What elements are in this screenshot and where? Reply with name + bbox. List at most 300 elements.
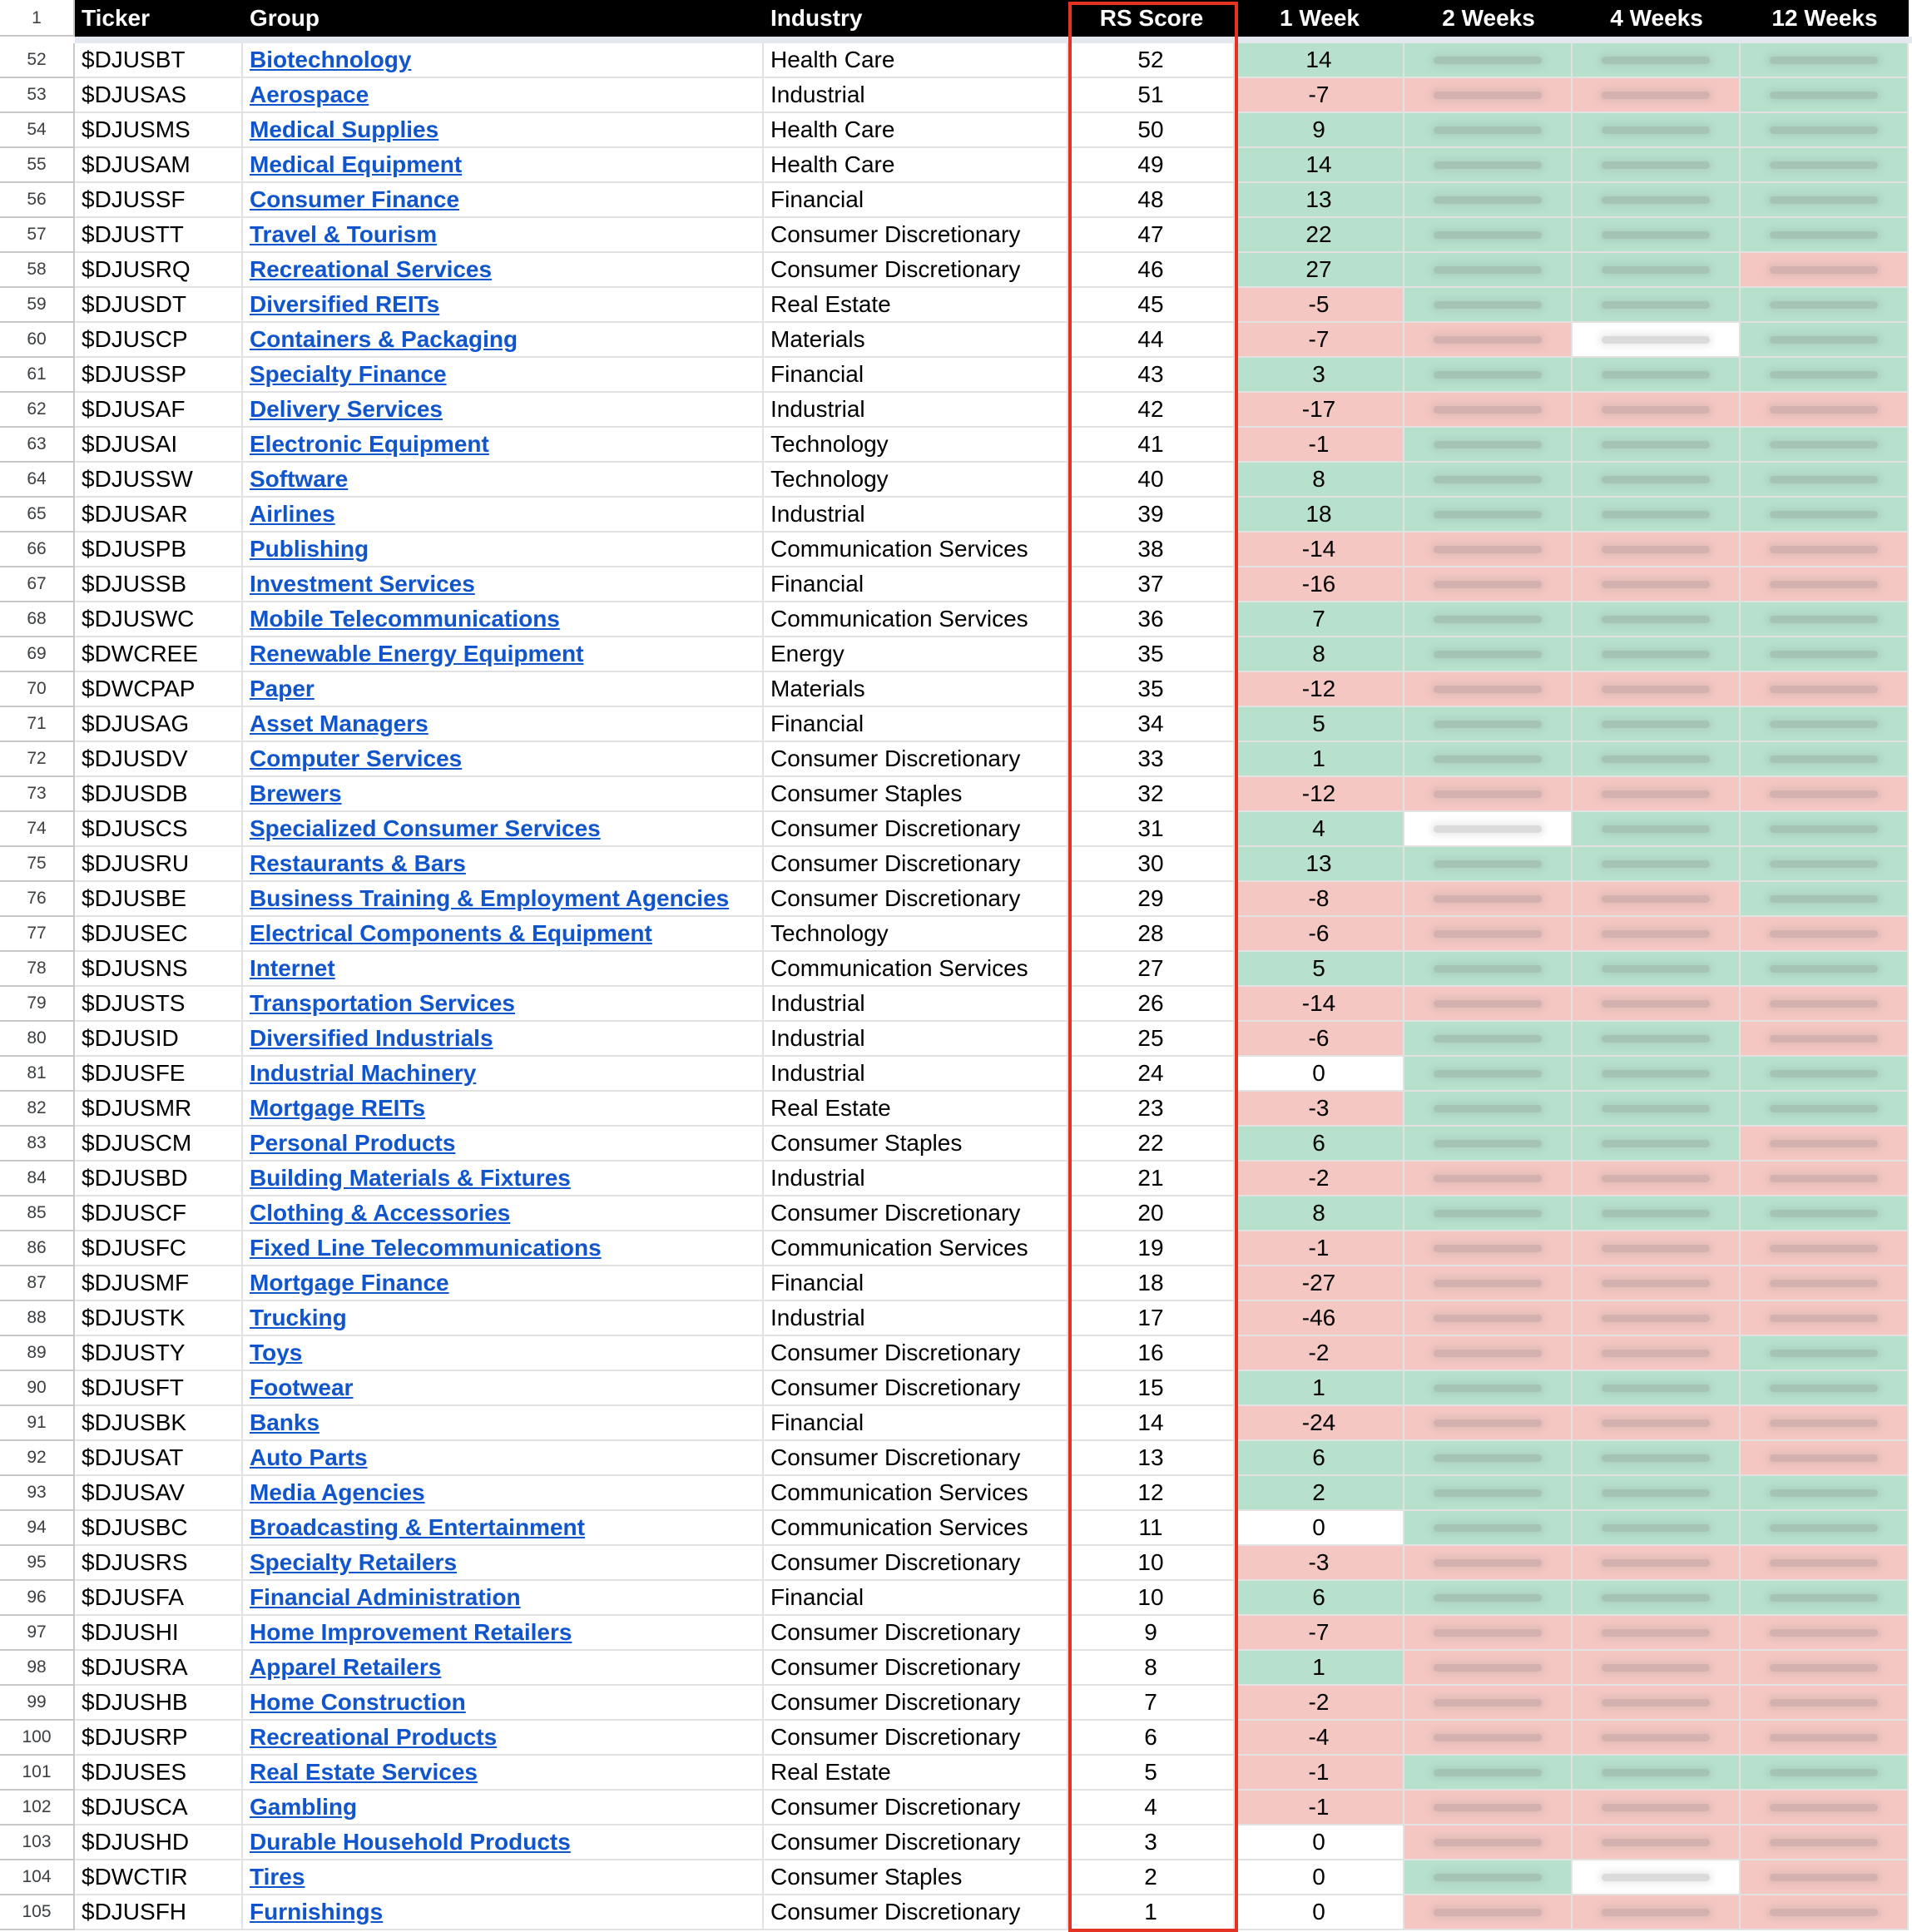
row-number[interactable]: 80 [0, 1022, 75, 1057]
group-link[interactable]: Diversified Industrials [250, 1025, 493, 1051]
rs-score-cell[interactable]: 10 [1068, 1546, 1235, 1581]
row-number[interactable]: 89 [0, 1336, 75, 1371]
group-cell[interactable] [243, 1476, 764, 1511]
twelve-weeks-change-cell[interactable] [1741, 78, 1909, 113]
ticker-cell[interactable]: $DJUSRS [75, 1546, 243, 1581]
row-number[interactable]: 66 [0, 533, 75, 567]
row-number[interactable]: 69 [0, 637, 75, 672]
one-week-change-cell[interactable]: -3 [1235, 1092, 1404, 1127]
one-week-change-cell[interactable]: -2 [1235, 1686, 1404, 1721]
group-link[interactable]: Recreational Products [250, 1724, 498, 1750]
row-number[interactable]: 60 [0, 323, 75, 358]
rs-score-cell[interactable]: 49 [1068, 148, 1235, 183]
group-cell[interactable] [243, 707, 764, 742]
group-cell[interactable] [243, 742, 764, 777]
group-cell[interactable] [243, 148, 764, 183]
group-link[interactable]: Computer Services [250, 746, 463, 771]
industry-cell[interactable]: Materials [764, 672, 1068, 707]
two-weeks-change-cell[interactable] [1404, 812, 1573, 847]
ticker-cell[interactable]: $DWCREE [75, 637, 243, 672]
twelve-weeks-change-cell[interactable] [1741, 567, 1909, 602]
row-number[interactable]: 92 [0, 1441, 75, 1476]
two-weeks-change-cell[interactable] [1404, 463, 1573, 498]
row-number[interactable]: 77 [0, 917, 75, 952]
four-weeks-change-cell[interactable] [1573, 1406, 1741, 1441]
one-week-change-cell[interactable]: -5 [1235, 288, 1404, 323]
row-number[interactable]: 53 [0, 78, 75, 113]
ticker-cell[interactable]: $DJUSMS [75, 113, 243, 148]
group-cell[interactable] [243, 1057, 764, 1092]
four-weeks-change-cell[interactable] [1573, 637, 1741, 672]
group-link[interactable]: Home Improvement Retailers [250, 1619, 572, 1645]
industry-cell[interactable]: Communication Services [764, 602, 1068, 637]
one-week-change-cell[interactable]: 14 [1235, 148, 1404, 183]
row-number[interactable]: 58 [0, 253, 75, 288]
one-week-change-cell[interactable]: -2 [1235, 1336, 1404, 1371]
twelve-weeks-change-cell[interactable] [1741, 1581, 1909, 1616]
group-cell[interactable] [243, 253, 764, 288]
group-cell[interactable] [243, 1791, 764, 1825]
rs-score-cell[interactable]: 40 [1068, 463, 1235, 498]
group-cell[interactable] [243, 777, 764, 812]
ticker-cell[interactable]: $DJUSTY [75, 1336, 243, 1371]
industry-cell[interactable]: Communication Services [764, 533, 1068, 567]
twelve-weeks-change-cell[interactable] [1741, 812, 1909, 847]
rs-score-cell[interactable]: 26 [1068, 987, 1235, 1022]
twelve-weeks-change-cell[interactable] [1741, 987, 1909, 1022]
one-week-change-cell[interactable]: -4 [1235, 1721, 1404, 1756]
one-week-change-cell[interactable]: 9 [1235, 113, 1404, 148]
one-week-change-cell[interactable]: 6 [1235, 1581, 1404, 1616]
four-weeks-change-cell[interactable] [1573, 43, 1741, 78]
one-week-change-cell[interactable]: -6 [1235, 1022, 1404, 1057]
two-weeks-change-cell[interactable] [1404, 1266, 1573, 1301]
row-number[interactable]: 83 [0, 1127, 75, 1162]
industry-cell[interactable]: Communication Services [764, 1476, 1068, 1511]
twelve-weeks-change-cell[interactable] [1741, 847, 1909, 882]
four-weeks-change-cell[interactable] [1573, 1301, 1741, 1336]
rs-score-cell[interactable]: 24 [1068, 1057, 1235, 1092]
four-weeks-change-cell[interactable] [1573, 218, 1741, 253]
rs-score-cell[interactable]: 43 [1068, 358, 1235, 393]
group-link[interactable]: Aerospace [250, 82, 369, 107]
row-number[interactable]: 67 [0, 567, 75, 602]
rs-score-cell[interactable]: 12 [1068, 1476, 1235, 1511]
one-week-change-cell[interactable]: 0 [1235, 1860, 1404, 1895]
industry-cell[interactable]: Industrial [764, 1162, 1068, 1196]
four-weeks-change-cell[interactable] [1573, 288, 1741, 323]
two-weeks-change-cell[interactable] [1404, 428, 1573, 463]
four-weeks-change-cell[interactable] [1573, 1441, 1741, 1476]
twelve-weeks-change-cell[interactable] [1741, 358, 1909, 393]
row-number[interactable]: 91 [0, 1406, 75, 1441]
group-link[interactable]: Furnishings [250, 1899, 384, 1925]
ticker-cell[interactable]: $DJUSBD [75, 1162, 243, 1196]
two-weeks-change-cell[interactable] [1404, 672, 1573, 707]
four-weeks-change-cell[interactable] [1573, 567, 1741, 602]
one-week-change-cell[interactable]: -7 [1235, 1616, 1404, 1651]
one-week-change-cell[interactable]: -1 [1235, 428, 1404, 463]
two-weeks-change-cell[interactable] [1404, 847, 1573, 882]
two-weeks-change-cell[interactable] [1404, 323, 1573, 358]
rs-score-cell[interactable]: 23 [1068, 1092, 1235, 1127]
one-week-change-cell[interactable]: 2 [1235, 1476, 1404, 1511]
group-link[interactable]: Specialty Retailers [250, 1549, 458, 1575]
twelve-weeks-change-cell[interactable] [1741, 1406, 1909, 1441]
group-cell[interactable] [243, 1022, 764, 1057]
one-week-change-cell[interactable]: -1 [1235, 1791, 1404, 1825]
one-week-change-cell[interactable]: -6 [1235, 917, 1404, 952]
twelve-weeks-change-cell[interactable] [1741, 1266, 1909, 1301]
row-number-header[interactable]: 1 [0, 0, 75, 37]
one-week-change-cell[interactable]: -14 [1235, 533, 1404, 567]
ticker-cell[interactable]: $DJUSAF [75, 393, 243, 428]
four-weeks-change-cell[interactable] [1573, 707, 1741, 742]
two-weeks-change-cell[interactable] [1404, 1371, 1573, 1406]
group-link[interactable]: Medical Equipment [250, 151, 463, 177]
industry-cell[interactable]: Consumer Discretionary [764, 1546, 1068, 1581]
four-weeks-change-cell[interactable] [1573, 1511, 1741, 1546]
rs-score-cell[interactable]: 51 [1068, 78, 1235, 113]
two-weeks-change-cell[interactable] [1404, 1301, 1573, 1336]
row-number[interactable]: 68 [0, 602, 75, 637]
four-weeks-change-cell[interactable] [1573, 1616, 1741, 1651]
two-weeks-change-cell[interactable] [1404, 498, 1573, 533]
rs-score-cell[interactable]: 32 [1068, 777, 1235, 812]
industry-cell[interactable]: Financial [764, 1266, 1068, 1301]
ticker-cell[interactable]: $DJUSCM [75, 1127, 243, 1162]
ticker-cell[interactable]: $DJUSDT [75, 288, 243, 323]
rs-score-cell[interactable]: 44 [1068, 323, 1235, 358]
industry-cell[interactable]: Industrial [764, 1022, 1068, 1057]
industry-cell[interactable]: Financial [764, 358, 1068, 393]
industry-cell[interactable]: Consumer Staples [764, 1127, 1068, 1162]
group-cell[interactable] [243, 987, 764, 1022]
rs-score-cell[interactable]: 10 [1068, 1581, 1235, 1616]
ticker-cell[interactable]: $DJUSBK [75, 1406, 243, 1441]
ticker-cell[interactable]: $DJUSMR [75, 1092, 243, 1127]
two-weeks-change-cell[interactable] [1404, 1546, 1573, 1581]
twelve-weeks-change-cell[interactable] [1741, 777, 1909, 812]
two-weeks-change-cell[interactable] [1404, 393, 1573, 428]
ticker-cell[interactable]: $DJUSHB [75, 1686, 243, 1721]
group-link[interactable]: Electronic Equipment [250, 431, 489, 457]
industry-cell[interactable]: Industrial [764, 498, 1068, 533]
twelve-weeks-change-cell[interactable] [1741, 498, 1909, 533]
twelve-weeks-change-cell[interactable] [1741, 463, 1909, 498]
four-weeks-change-cell[interactable] [1573, 882, 1741, 917]
four-weeks-change-cell[interactable] [1573, 1022, 1741, 1057]
rs-score-cell[interactable]: 45 [1068, 288, 1235, 323]
row-number[interactable]: 100 [0, 1721, 75, 1756]
two-weeks-change-cell[interactable] [1404, 218, 1573, 253]
two-weeks-change-cell[interactable] [1404, 43, 1573, 78]
industry-cell[interactable]: Communication Services [764, 952, 1068, 987]
industry-cell[interactable]: Consumer Discretionary [764, 1616, 1068, 1651]
group-cell[interactable] [243, 323, 764, 358]
group-cell[interactable] [243, 1825, 764, 1860]
column-header-industry[interactable]: Industry [764, 0, 1068, 37]
row-number[interactable]: 95 [0, 1546, 75, 1581]
two-weeks-change-cell[interactable] [1404, 987, 1573, 1022]
one-week-change-cell[interactable]: 0 [1235, 1057, 1404, 1092]
group-link[interactable]: Airlines [250, 501, 335, 527]
group-link[interactable]: Fixed Line Telecommunications [250, 1235, 602, 1261]
industry-cell[interactable]: Technology [764, 428, 1068, 463]
row-number[interactable]: 90 [0, 1371, 75, 1406]
group-link[interactable]: Real Estate Services [250, 1759, 478, 1785]
group-cell[interactable] [243, 1127, 764, 1162]
one-week-change-cell[interactable]: -1 [1235, 1231, 1404, 1266]
column-header-ticker[interactable]: Ticker [75, 0, 243, 37]
rs-score-cell[interactable]: 34 [1068, 707, 1235, 742]
group-link[interactable]: Financial Administration [250, 1584, 521, 1610]
four-weeks-change-cell[interactable] [1573, 952, 1741, 987]
rs-score-cell[interactable]: 47 [1068, 218, 1235, 253]
industry-cell[interactable]: Industrial [764, 78, 1068, 113]
twelve-weeks-change-cell[interactable] [1741, 1756, 1909, 1791]
ticker-cell[interactable]: $DJUSBT [75, 43, 243, 78]
ticker-cell[interactable]: $DWCPAP [75, 672, 243, 707]
group-cell[interactable] [243, 1616, 764, 1651]
row-number[interactable]: 85 [0, 1196, 75, 1231]
two-weeks-change-cell[interactable] [1404, 1686, 1573, 1721]
industry-cell[interactable]: Consumer Staples [764, 777, 1068, 812]
rs-score-cell[interactable]: 20 [1068, 1196, 1235, 1231]
twelve-weeks-change-cell[interactable] [1741, 533, 1909, 567]
two-weeks-change-cell[interactable] [1404, 78, 1573, 113]
twelve-weeks-change-cell[interactable] [1741, 218, 1909, 253]
two-weeks-change-cell[interactable] [1404, 1511, 1573, 1546]
one-week-change-cell[interactable]: 5 [1235, 707, 1404, 742]
industry-cell[interactable]: Real Estate [764, 288, 1068, 323]
rs-score-cell[interactable]: 19 [1068, 1231, 1235, 1266]
twelve-weeks-change-cell[interactable] [1741, 1791, 1909, 1825]
rs-score-cell[interactable]: 17 [1068, 1301, 1235, 1336]
group-link[interactable]: Renewable Energy Equipment [250, 641, 584, 666]
four-weeks-change-cell[interactable] [1573, 463, 1741, 498]
ticker-cell[interactable]: $DJUSDV [75, 742, 243, 777]
row-number[interactable]: 105 [0, 1895, 75, 1930]
ticker-cell[interactable]: $DJUSRU [75, 847, 243, 882]
two-weeks-change-cell[interactable] [1404, 777, 1573, 812]
twelve-weeks-change-cell[interactable] [1741, 1546, 1909, 1581]
industry-cell[interactable]: Real Estate [764, 1092, 1068, 1127]
row-number[interactable]: 93 [0, 1476, 75, 1511]
column-header-4-weeks[interactable]: 4 Weeks [1573, 0, 1741, 37]
group-link[interactable]: Internet [250, 955, 335, 981]
twelve-weeks-change-cell[interactable] [1741, 1651, 1909, 1686]
group-cell[interactable] [243, 393, 764, 428]
group-link[interactable]: Publishing [250, 536, 369, 562]
group-cell[interactable] [243, 1546, 764, 1581]
rs-score-cell[interactable]: 48 [1068, 183, 1235, 218]
rs-score-cell[interactable]: 30 [1068, 847, 1235, 882]
group-link[interactable]: Mortgage Finance [250, 1270, 449, 1295]
one-week-change-cell[interactable]: 27 [1235, 253, 1404, 288]
twelve-weeks-change-cell[interactable] [1741, 707, 1909, 742]
group-link[interactable]: Asset Managers [250, 711, 428, 736]
group-cell[interactable] [243, 637, 764, 672]
one-week-change-cell[interactable]: -7 [1235, 78, 1404, 113]
two-weeks-change-cell[interactable] [1404, 1336, 1573, 1371]
one-week-change-cell[interactable]: 5 [1235, 952, 1404, 987]
rs-score-cell[interactable]: 29 [1068, 882, 1235, 917]
ticker-cell[interactable]: $DJUSAV [75, 1476, 243, 1511]
industry-cell[interactable]: Financial [764, 567, 1068, 602]
group-cell[interactable] [243, 1266, 764, 1301]
group-link[interactable]: Investment Services [250, 571, 475, 597]
two-weeks-change-cell[interactable] [1404, 1022, 1573, 1057]
group-link[interactable]: Gambling [250, 1794, 358, 1820]
group-link[interactable]: Media Agencies [250, 1479, 425, 1505]
group-cell[interactable] [243, 917, 764, 952]
twelve-weeks-change-cell[interactable] [1741, 1196, 1909, 1231]
row-number[interactable]: 102 [0, 1791, 75, 1825]
group-link[interactable]: Apparel Retailers [250, 1654, 442, 1680]
two-weeks-change-cell[interactable] [1404, 533, 1573, 567]
twelve-weeks-change-cell[interactable] [1741, 742, 1909, 777]
twelve-weeks-change-cell[interactable] [1741, 917, 1909, 952]
four-weeks-change-cell[interactable] [1573, 1266, 1741, 1301]
group-link[interactable]: Delivery Services [250, 396, 443, 422]
ticker-cell[interactable]: $DJUSCF [75, 1196, 243, 1231]
one-week-change-cell[interactable]: 1 [1235, 1371, 1404, 1406]
ticker-cell[interactable]: $DJUSSW [75, 463, 243, 498]
ticker-cell[interactable]: $DJUSRQ [75, 253, 243, 288]
group-cell[interactable] [243, 567, 764, 602]
twelve-weeks-change-cell[interactable] [1741, 1057, 1909, 1092]
row-number[interactable]: 71 [0, 707, 75, 742]
four-weeks-change-cell[interactable] [1573, 987, 1741, 1022]
group-link[interactable]: Banks [250, 1409, 320, 1435]
one-week-change-cell[interactable]: -46 [1235, 1301, 1404, 1336]
twelve-weeks-change-cell[interactable] [1741, 1301, 1909, 1336]
group-cell[interactable] [243, 218, 764, 253]
twelve-weeks-change-cell[interactable] [1741, 1860, 1909, 1895]
group-cell[interactable] [243, 1860, 764, 1895]
group-link[interactable]: Building Materials & Fixtures [250, 1165, 571, 1191]
column-header-2-weeks[interactable]: 2 Weeks [1404, 0, 1573, 37]
two-weeks-change-cell[interactable] [1404, 742, 1573, 777]
group-link[interactable]: Clothing & Accessories [250, 1200, 511, 1226]
group-link[interactable]: Specialized Consumer Services [250, 815, 601, 841]
ticker-cell[interactable]: $DJUSWC [75, 602, 243, 637]
row-number[interactable]: 55 [0, 148, 75, 183]
group-link[interactable]: Durable Household Products [250, 1829, 571, 1855]
four-weeks-change-cell[interactable] [1573, 1721, 1741, 1756]
four-weeks-change-cell[interactable] [1573, 1127, 1741, 1162]
group-link[interactable]: Specialty Finance [250, 361, 447, 387]
industry-cell[interactable]: Financial [764, 1406, 1068, 1441]
twelve-weeks-change-cell[interactable] [1741, 672, 1909, 707]
two-weeks-change-cell[interactable] [1404, 253, 1573, 288]
ticker-cell[interactable]: $DJUSRP [75, 1721, 243, 1756]
four-weeks-change-cell[interactable] [1573, 1581, 1741, 1616]
row-number[interactable]: 82 [0, 1092, 75, 1127]
four-weeks-change-cell[interactable] [1573, 847, 1741, 882]
group-link[interactable]: Toys [250, 1340, 303, 1365]
ticker-cell[interactable]: $DJUSAS [75, 78, 243, 113]
twelve-weeks-change-cell[interactable] [1741, 183, 1909, 218]
rs-score-cell[interactable]: 27 [1068, 952, 1235, 987]
row-number[interactable]: 56 [0, 183, 75, 218]
group-link[interactable]: Trucking [250, 1305, 347, 1330]
four-weeks-change-cell[interactable] [1573, 917, 1741, 952]
row-number[interactable]: 84 [0, 1162, 75, 1196]
one-week-change-cell[interactable]: 6 [1235, 1441, 1404, 1476]
two-weeks-change-cell[interactable] [1404, 183, 1573, 218]
group-cell[interactable] [243, 1301, 764, 1336]
four-weeks-change-cell[interactable] [1573, 1791, 1741, 1825]
row-number[interactable]: 81 [0, 1057, 75, 1092]
one-week-change-cell[interactable]: -8 [1235, 882, 1404, 917]
rs-score-cell[interactable]: 46 [1068, 253, 1235, 288]
row-number[interactable]: 99 [0, 1686, 75, 1721]
two-weeks-change-cell[interactable] [1404, 1162, 1573, 1196]
four-weeks-change-cell[interactable] [1573, 1057, 1741, 1092]
row-number[interactable]: 65 [0, 498, 75, 533]
ticker-cell[interactable]: $DJUSNS [75, 952, 243, 987]
one-week-change-cell[interactable]: 3 [1235, 358, 1404, 393]
ticker-cell[interactable]: $DJUSBE [75, 882, 243, 917]
twelve-weeks-change-cell[interactable] [1741, 113, 1909, 148]
two-weeks-change-cell[interactable] [1404, 1057, 1573, 1092]
four-weeks-change-cell[interactable] [1573, 1860, 1741, 1895]
row-number[interactable]: 62 [0, 393, 75, 428]
twelve-weeks-change-cell[interactable] [1741, 1441, 1909, 1476]
group-cell[interactable] [243, 1196, 764, 1231]
four-weeks-change-cell[interactable] [1573, 742, 1741, 777]
rs-score-cell[interactable]: 31 [1068, 812, 1235, 847]
industry-cell[interactable]: Consumer Discretionary [764, 847, 1068, 882]
group-cell[interactable] [243, 1092, 764, 1127]
group-link[interactable]: Tires [250, 1864, 305, 1890]
ticker-cell[interactable]: $DJUSCP [75, 323, 243, 358]
group-link[interactable]: Restaurants & Bars [250, 850, 466, 876]
two-weeks-change-cell[interactable] [1404, 1406, 1573, 1441]
four-weeks-change-cell[interactable] [1573, 1895, 1741, 1930]
row-number[interactable]: 76 [0, 882, 75, 917]
row-number[interactable]: 88 [0, 1301, 75, 1336]
group-cell[interactable] [243, 602, 764, 637]
one-week-change-cell[interactable]: -12 [1235, 777, 1404, 812]
two-weeks-change-cell[interactable] [1404, 1127, 1573, 1162]
one-week-change-cell[interactable]: 14 [1235, 43, 1404, 78]
one-week-change-cell[interactable]: -14 [1235, 987, 1404, 1022]
two-weeks-change-cell[interactable] [1404, 952, 1573, 987]
industry-cell[interactable]: Communication Services [764, 1511, 1068, 1546]
industry-cell[interactable]: Financial [764, 707, 1068, 742]
ticker-cell[interactable]: $DJUSTK [75, 1301, 243, 1336]
row-number[interactable]: 96 [0, 1581, 75, 1616]
group-link[interactable]: Recreational Services [250, 256, 493, 282]
four-weeks-change-cell[interactable] [1573, 323, 1741, 358]
one-week-change-cell[interactable]: 4 [1235, 812, 1404, 847]
row-number[interactable]: 103 [0, 1825, 75, 1860]
ticker-cell[interactable]: $DJUSAT [75, 1441, 243, 1476]
twelve-weeks-change-cell[interactable] [1741, 253, 1909, 288]
industry-cell[interactable]: Consumer Discretionary [764, 218, 1068, 253]
one-week-change-cell[interactable]: 13 [1235, 183, 1404, 218]
rs-score-cell[interactable]: 18 [1068, 1266, 1235, 1301]
rs-score-cell[interactable]: 35 [1068, 637, 1235, 672]
one-week-change-cell[interactable]: 0 [1235, 1825, 1404, 1860]
industry-cell[interactable]: Communication Services [764, 1231, 1068, 1266]
one-week-change-cell[interactable]: 0 [1235, 1895, 1404, 1930]
group-link[interactable]: Home Construction [250, 1689, 466, 1715]
twelve-weeks-change-cell[interactable] [1741, 1092, 1909, 1127]
